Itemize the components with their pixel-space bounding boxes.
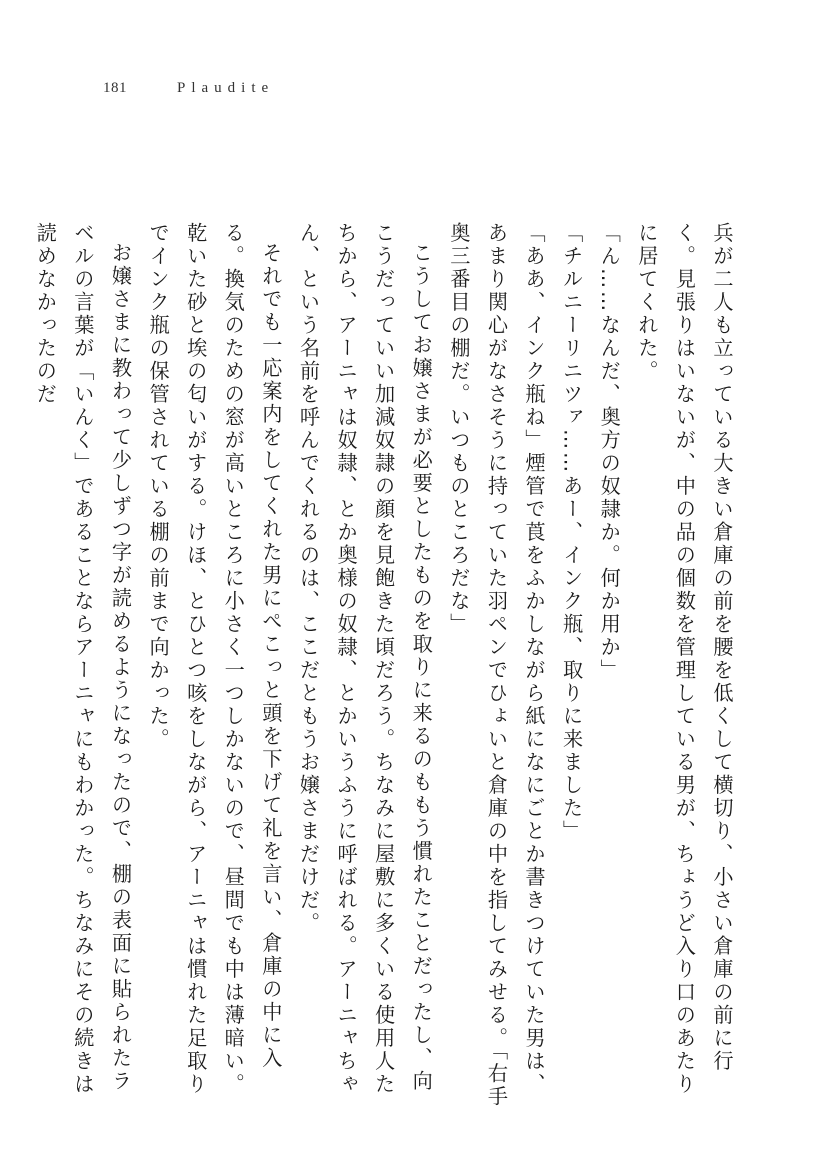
page-number: 181 (103, 79, 127, 96)
paragraph: 「チルニーリニツァ……あー、インク瓶、取りに来ました」 (559, 222, 584, 843)
vertical-body-text (26, 222, 740, 1112)
page-header (103, 76, 274, 100)
paragraph: 「ああ、インク瓶ね」煙管で莨をふかしながら紙になにごとか書きつけていた男は、あまり関心がなさそうに持っていた羽ペンでひょいと倉庫の中を指してみせる。「右手奥三番目の棚だ。いつものところだな」 (446, 222, 547, 1109)
paragraph: お嬢さまに教わって少しずつ字が読めるようになったので、棚の表面に貼られたラベルの言葉が「いんく」であることならアーニャにもわかった。ちなみにその続きは読めなかったのだ (33, 222, 133, 1096)
paragraph: それでも一応案内をしてくれた男にぺこっと頭を下げて礼を言い、倉庫の中に入る。換気のための窓が高いところに小さく一つしかないので、昼間でも中は薄暗い。乾いた砂と埃の匂いがする。けほ、とひとつ咳をしながら、アーニャは慣れた足取りでインク瓶の保管されている棚の前まで向かった。 (146, 222, 283, 1096)
paragraph: こうしてお嬢さまが必要としたものを取りに来るのももう慣れたことだったし、向こうだっていい加減奴隷の顔を見飽きた頃だろう。ちなみに屋敷に多くいる使用人たちから、アーニャは奴隷、とか奥様の奴隷、とかいうふうに呼ばれる。アーニャちゃん、という名前を呼んでくれるのは、ここだともうお嬢さまだけだ。 (296, 222, 434, 1096)
paragraph: 兵が二人も立っている大きい倉庫の前を腰を低くして横切り、小さい倉庫の前に行く。見張りはいないが、中の品の個数を管理している男が、ちょうど入り口のあたりに居てくれた。 (634, 222, 734, 1096)
running-title: Plaudite (177, 79, 275, 96)
paragraph: 「ん……なんだ、奥方の奴隷か。何か用か」 (597, 222, 622, 682)
